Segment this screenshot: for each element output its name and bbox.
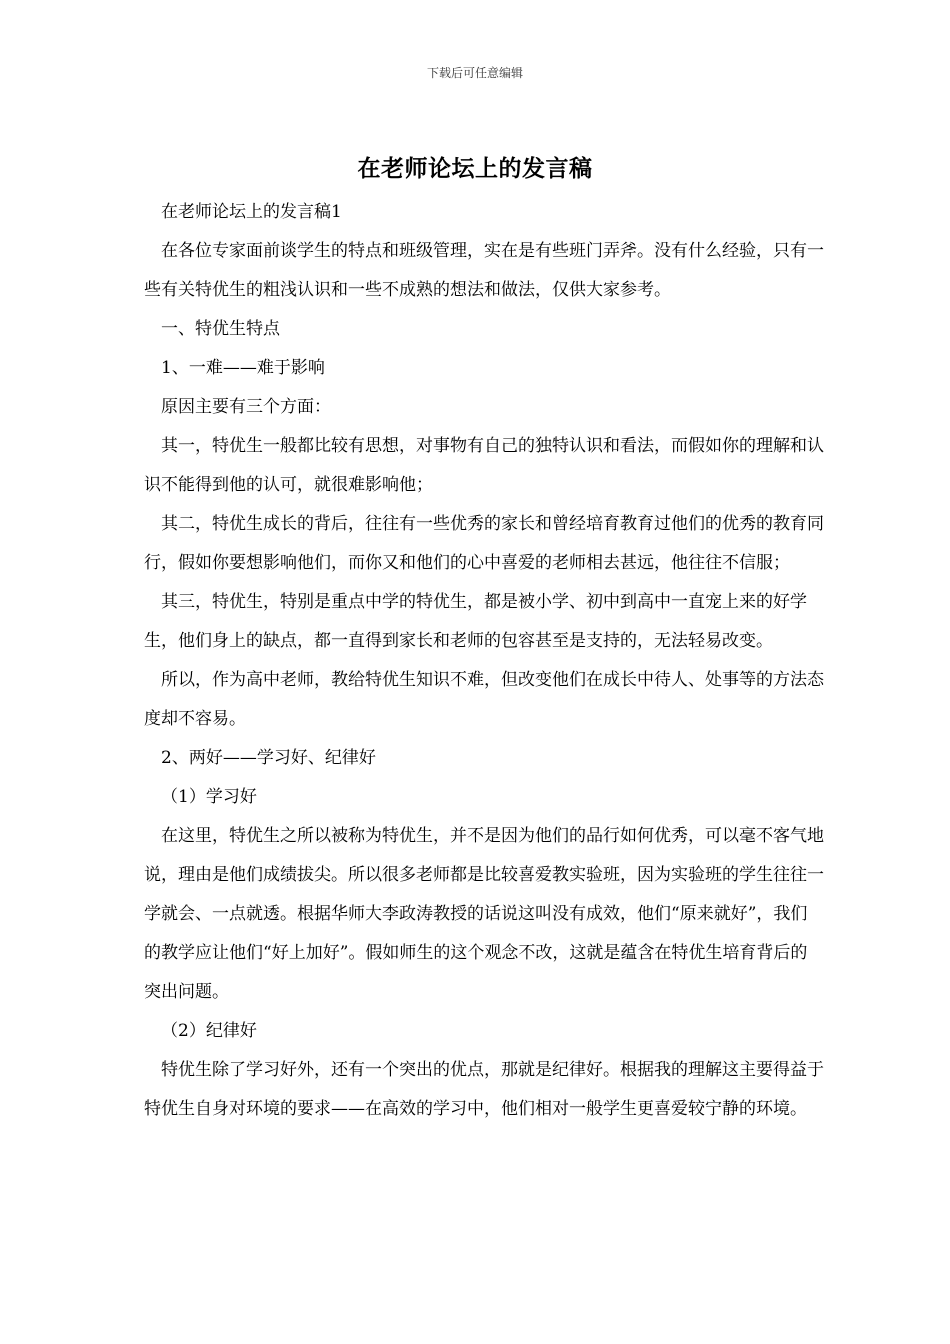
sub-item-heading: （1）学习好 <box>161 787 257 807</box>
section-heading: 一、特优生特点 <box>161 319 280 339</box>
body-paragraph: 原因主要有三个方面： <box>161 397 331 417</box>
body-paragraph: 特优生除了学习好外，还有一个突出的优点，那就是纪律好。根据我的理解这主要得益于特优生自身对环境的要求——在高效的学习中，他们相对一般学生更喜爱较宁静的环境。 <box>144 1060 824 1119</box>
body-paragraph: 其三，特优生，特别是重点中学的特优生，都是被小学、初中到高中一直宠上来的好学生，他们身上的缺点，都一直得到家长和老师的包容甚至是支持的，无法轻易改变。 <box>144 592 807 651</box>
document-body <box>144 193 824 1129</box>
body-paragraph: 在这里，特优生之所以被称为特优生，并不是因为他们的品行如何优秀，可以毫不客气地说，理由是他们成绩拔尖。所以很多老师都是比较喜爱教实验班，因为实验班的学生往往一学就会、一点就透。根据华师大李政涛教授的话说这叫没有成效，他们“原来就好”，我们的教学应让他们“好上加好”。假如师生的这个观念不改，这就是蕴含在特优生培育背后的突出问题。 <box>144 826 824 1002</box>
document-title: 在老师论坛上的发言稿 <box>357 155 593 182</box>
body-paragraph: 所以，作为高中老师，教给特优生知识不难，但改变他们在成长中待人、处事等的方法态度却不容易。 <box>144 670 824 729</box>
body-paragraph: 其一，特优生一般都比较有思想，对事物有自己的独特认识和看法，而假如你的理解和认识不能得到他的认可，就很难影响他； <box>144 436 824 495</box>
body-paragraph: 在各位专家面前谈学生的特点和班级管理，实在是有些班门弄斧。没有什么经验，只有一些有关特优生的粗浅认识和一些不成熟的想法和做法，仅供大家参考。 <box>144 241 824 300</box>
header-note: 下载后可任意编辑 <box>426 66 523 80</box>
subtitle-paragraph: 在老师论坛上的发言稿1 <box>161 202 342 222</box>
subsection-heading: 1、一难——难于影响 <box>161 358 325 378</box>
body-paragraph: 其二，特优生成长的背后，往往有一些优秀的家长和曾经培育教育过他们的优秀的教育同行，假如你要想影响他们，而你又和他们的心中喜爱的老师相去甚远，他往往不信服； <box>144 514 824 573</box>
sub-item-heading: （2）纪律好 <box>161 1021 257 1041</box>
subsection-heading: 2、两好——学习好、纪律好 <box>161 748 376 768</box>
